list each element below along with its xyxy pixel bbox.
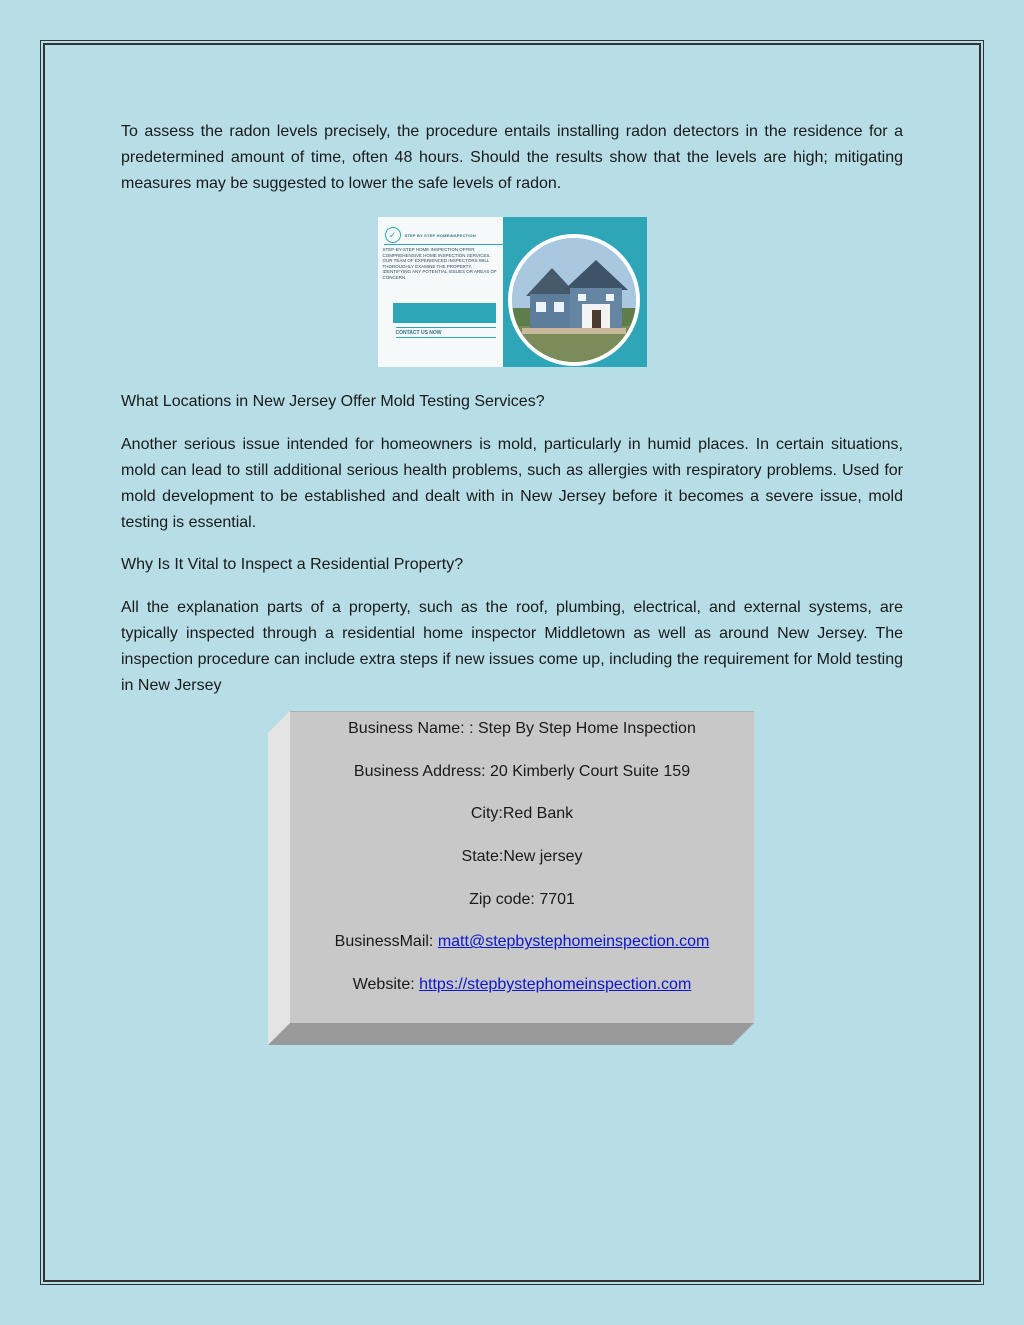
business-name-row xyxy=(290,716,754,742)
checkmark-logo-icon: ✓ xyxy=(385,227,401,243)
city-label: City: xyxy=(470,805,503,823)
promo-image xyxy=(378,217,647,367)
website-link[interactable]: https://stepbystephomeinspection.com xyxy=(419,976,692,994)
inspect-paragraph: All the explanation parts of a property, such as the roof, plumbing, electrical, and external systems, are typically inspected through a residential home inspector Middletown as well as around New Jersey. The inspection procedure can include extra steps if new issues come up, including the requirement for Mold testing in New Jersey xyxy=(121,599,903,694)
promo-divider-mid xyxy=(396,327,496,328)
business-address: 20 Kimberly Court Suite 159 xyxy=(489,762,691,780)
mold-heading: What Locations in New Jersey Offer Mold Testing Services? xyxy=(121,393,545,410)
business-mail-link[interactable]: matt@stepbystephomeinspection.com xyxy=(437,933,710,951)
promo-contact-title: CONTACT US NOW xyxy=(395,330,442,336)
zip-label: Zip code: xyxy=(469,890,540,908)
document-body xyxy=(121,119,903,699)
state: New jersey xyxy=(503,848,583,866)
business-name-label: Business Name: : xyxy=(348,720,478,737)
inspect-heading: Why Is It Vital to Inspect a Residential Property? xyxy=(121,556,464,573)
promo-divider-bottom xyxy=(396,337,496,338)
radon-paragraph: To assess the radon levels precisely, the procedure entails installing radon detectors in the residence for a predetermined amount of time, often 48 hours. Should the results show that the levels are high; mitigating measures may be suggested to lower the safe levels of radon. xyxy=(121,123,903,192)
state-label: State: xyxy=(461,848,504,866)
business-info xyxy=(290,716,754,1015)
city: Red Bank xyxy=(502,805,574,823)
promo-text: STEP-BY-STEP HOME INSPECTION OFFER COMPREHENSIVE HOME INSPECTION SERVICES. OUR TEAM OF EXPERIENCED INSPECTORS WILL THOROUGHLY EXAMINE THE PROPERTY, IDENTIFYING ANY POTENTIAL ISSUES OR AREAS OF CONCERN. xyxy=(382,247,497,280)
zip: 7701 xyxy=(539,890,575,908)
promo-brand: STEP BY STEP HOMEINSPECTION xyxy=(404,232,476,238)
house-photo xyxy=(508,234,640,366)
promo-logo-row xyxy=(385,227,476,243)
website-label: Website: xyxy=(352,976,420,994)
promo-contact-bar xyxy=(393,303,496,323)
mold-paragraph: Another serious issue intended for homeowners is mold, particularly in humid places. In certain situations, mold can lead to still additional serious health problems, such as allergies with respiratory problems. Used for mold development to be established and dealt with in New Jersey before it becomes a severe issue, mold testing is essential. xyxy=(121,436,903,531)
business-address-row xyxy=(290,759,754,785)
website-row xyxy=(290,972,754,998)
business-address-label: Business Address: xyxy=(353,762,490,780)
zip-row xyxy=(290,887,754,913)
state-row xyxy=(290,844,754,870)
business-name: Step By Step Home Inspection xyxy=(477,720,696,737)
business-mail-label: BusinessMail: xyxy=(334,933,438,951)
business-mail-row xyxy=(290,929,754,955)
promo-divider-top xyxy=(384,244,504,245)
city-row xyxy=(290,801,754,827)
